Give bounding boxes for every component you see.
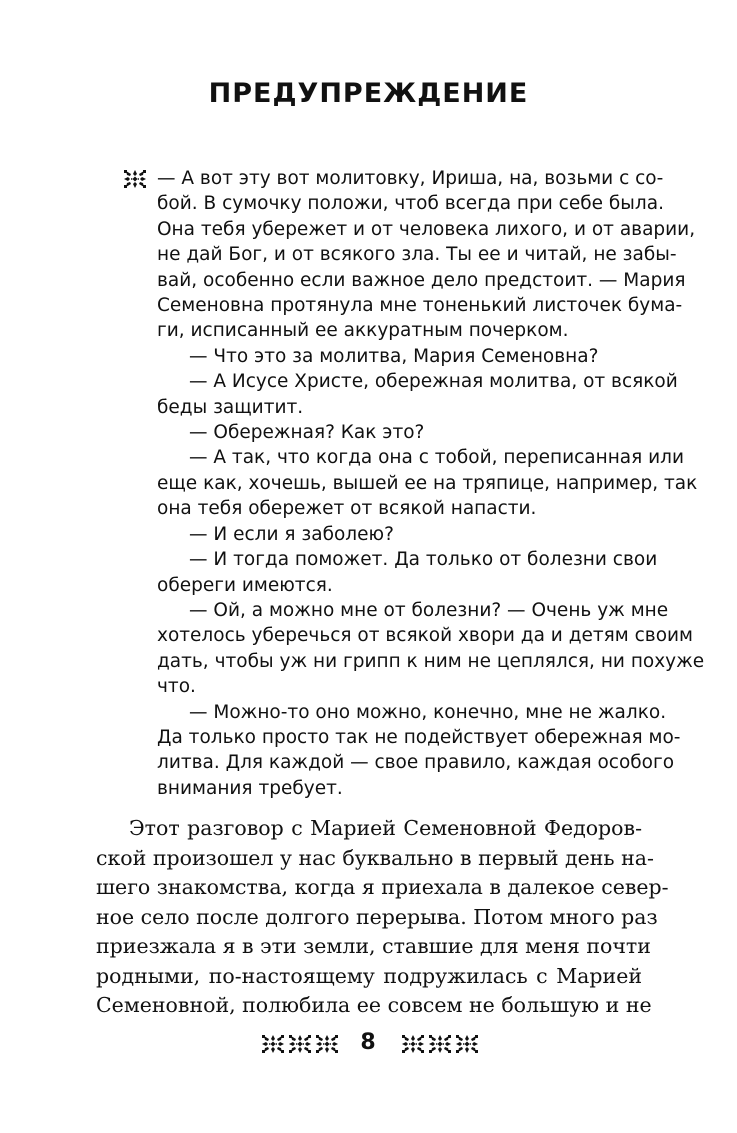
text-line: беды защитит. [157,396,304,418]
text-line: дать, чтобы уж ни грипп к ним не цеплялся, ни похуже [157,650,705,672]
page-title: ПРЕДУПРЕЖДЕНИЕ [208,78,529,109]
page-footer [0,1028,737,1058]
text-line: — Можно-то оно можно, конечно, мне не жалко. [189,701,667,723]
text-line: Она тебя убережет и от человека лихого, и от аварии, [157,218,696,240]
text-line: — И если я заболею? [189,523,394,545]
text-line: не дай Бог, и от всякого зла. Ты ее и читай, не забы- [157,244,677,266]
snowflake-ornament-icon [456,1035,478,1053]
text-line: бой. В сумочку положи, чтоб всегда при себе была. [157,193,664,215]
text-line: Да только просто так не подействует обережная мо- [157,726,681,748]
text-line: — И тогда поможет. Да только от болезни свои [189,549,658,571]
text-line: ное село после долгого перерыва. Потом много раз [96,904,658,929]
text-line: — А Исусе Христе, обережная молитва, от всякой [189,371,678,393]
text-line: — Ой, а можно мне от болезни? — Очень уж мне [189,599,669,621]
text-line: шего знакомства, когда я приехала в далекое север- [96,875,669,899]
text-line: хотелось уберечься от всякой хвори да и детям своим [157,625,693,647]
dialogue-block [157,166,705,801]
text-line: приезжала я в эти земли, ставшие для меня почти [96,934,651,958]
text-line: внимания требует. [157,777,343,799]
text-line: что. [157,676,196,698]
text-line: она тебя обережет от всякой напасти. [157,498,537,520]
text-line: еще как, хочешь, вышей ее на тряпице, например, так [157,472,698,494]
text-line: ской произошел у нас буквально в первый день на- [96,845,654,870]
snowflake-ornament-icon [402,1035,424,1053]
text-line: ги, исписанный ее аккуратным почерком. [157,320,569,342]
text-line: родными, по-настоящему подружилась с Марией [96,963,642,988]
narrative-paragraph [96,814,669,1021]
snowflake-ornament-icon [262,1035,284,1053]
text-line: вай, особенно если важное дело предстоит. — Мария [157,269,686,291]
text-line: обереги имеются. [157,574,333,596]
snowflake-ornament-icon [124,170,146,188]
snowflake-ornament-icon [289,1035,311,1053]
snowflake-ornament-icon [316,1035,338,1053]
text-line: Этот разговор с Марией Семеновной Федоров- [129,816,642,840]
text-line: Семеновна протянула мне тоненький листочек бума- [157,295,683,317]
page-number: 8 [360,1030,376,1055]
text-line: — Что это за молитва, Мария Семеновна? [189,345,599,367]
text-line: Семеновной, полюбила ее совсем не большую и не [96,993,652,1017]
text-line: — Обережная? Как это? [189,422,425,444]
snowflake-ornament-icon [429,1035,451,1053]
text-line: литва. Для каждой — свое правило, каждая особого [157,752,675,774]
text-line: — А вот эту вот молитовку, Ириша, на, возьми с со- [157,168,664,189]
text-line: — А так, что когда она с тобой, переписанная или [189,447,685,469]
